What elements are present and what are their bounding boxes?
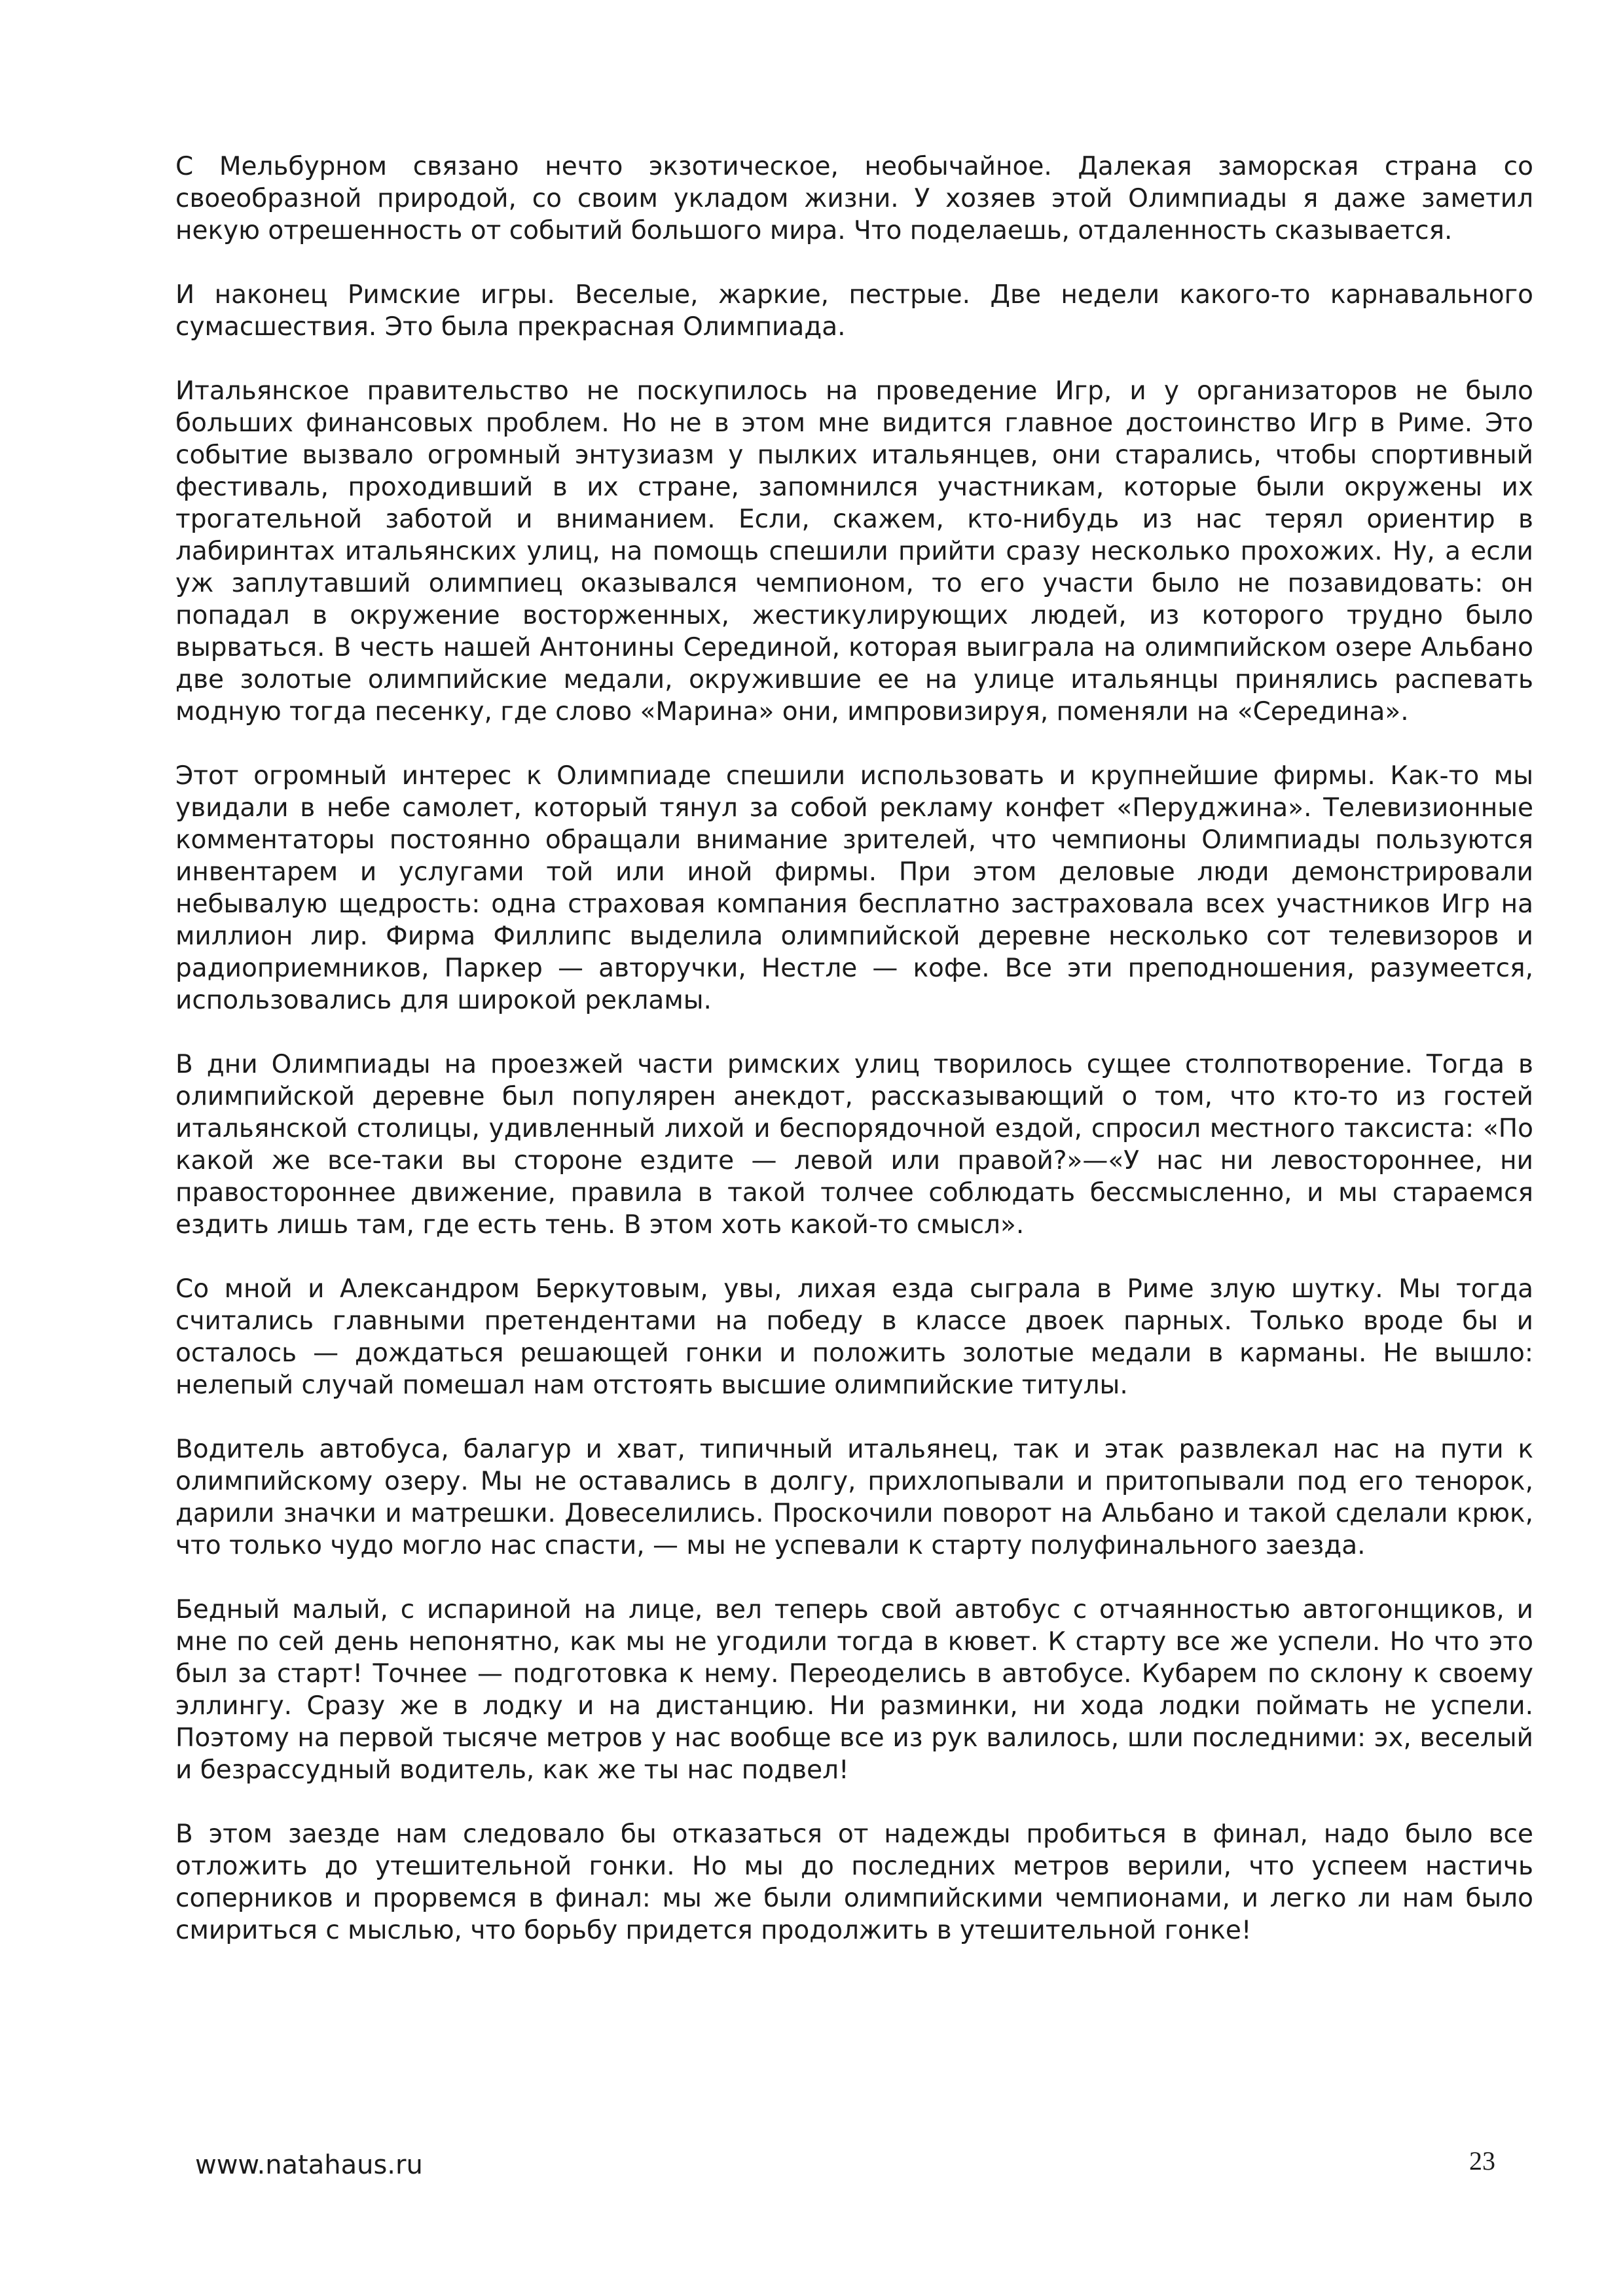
paragraph-advertising: Этот огромный интерес к Олимпиаде спешили использовать и крупнейшие фирмы. Как-то мы увидали в небе самолет, который тянул за собой рекламу конфет «Перуджина». Телевизионные комментаторы постоянно обращали внимание зрителей, что чемпионы Олимпиады пользуются инвентарем и услугами той или иной фирмы. При этом деловые люди демонстрировали небывалую щедрость: одна страховая компания бесплатно застраховала всех участников Игр на миллион лир. Фирма Филлипс выделила олимпийской деревне несколько сот телевизоров и радиоприемников, Паркер — авторучки, Нестле — кофе. Все эти преподношения, разумеется, использовались для широкой рекламы. — [175, 761, 1533, 1015]
paragraph-melbourne: С Мельбурном связано нечто экзотическое, необычайное. Далекая заморская страна со своеобразной природой, со своим укладом жизни. У хозяев этой Олимпиады я даже заметил некую отрешенность от событий большого мира. Что поделаешь, отдаленность сказывается. — [175, 152, 1533, 245]
paragraph-italian-government: Итальянское правительство не поскупилось на проведение Игр, и у организаторов не было больших финансовых проблем. Но не в этом мне видится главное достоинство Игр в Риме. Это событие вызвало огромный энтузиазм у пылких итальянцев, они старались, чтобы спортивный фестиваль, проходивший в их стране, запомнился участникам, которые были окружены их трогательной заботой и вниманием. Если, скажем, кто-нибудь из нас терял ориентир в лабиринтах итальянских улиц, на помощь спешили прийти сразу несколько прохожих. Ну, а если уж заплутавший олимпиец оказывался чемпионом, то его участи было не позавидовать: он попадал в окружение восторженных, жестикулирующих людей, из которого трудно было вырваться. В честь нашей Антонины Серединой, которая выиграла на олимпийском озере Альбано две золотые олимпийские медали, окружившие ее на улице итальянцы принялись распевать модную тогда песенку, где слово «Марина» они, импровизируя, поменяли на «Середина». — [175, 376, 1533, 726]
article-body — [175, 151, 1533, 1979]
paragraph-bus-driver: Водитель автобуса, балагур и хват, типичный итальянец, так и этак развлекал нас на пути к олимпийскому озеру. Мы не оставались в долгу, прихлопывали и притопывали под его тенорок, дарили значки и матрешки. Довеселились. Проскочили поворот на Альбано и такой сделали крюк, что только чудо могло нас спасти, — мы не успевали к старту полуфинального заезда. — [175, 1435, 1533, 1560]
paragraph-berkutov: Со мной и Александром Беркутовым, увы, лихая езда сыграла в Риме злую шутку. Мы тогда считались главными претендентами на победу в классе двоек парных. Только вроде бы и осталось — дождаться решающей гонки и положить золотые медали в карманы. Не вышло: нелепый случай помешал нам отстоять высшие олимпийские титулы. — [175, 1274, 1533, 1400]
paragraph-start-preparation: Бедный малый, с испариной на лице, вел теперь свой автобус с отчаянностью автогонщиков, и мне по сей день непонятно, как мы не угодили тогда в кювет. К старту все же успели. Но что это был за старт! Точнее — подготовка к нему. Переоделись в автобусе. Кубарем по склону к своему эллингу. Сразу же в лодку и на дистанцию. Ни разминки, ни хода лодки поймать не успели. Поэтому на первой тысяче метров у нас вообще все из рук валилось, шли последними: эх, веселый и безрассудный водитель, как же ты нас подвел! — [175, 1595, 1533, 1785]
footer-website-url: www.natahaus.ru — [195, 2150, 423, 2180]
page-number: 23 — [1469, 2146, 1495, 2176]
paragraph-semifinal: В этом заезде нам следовало бы отказаться от надежды пробиться в финал, надо было все отложить до утешительной гонки. Но мы до последних метров верили, что успеем настичь соперников и прорвемся в финал: мы же были олимпийскими чемпионами, и легко ли нам было смириться с мыслью, что борьбу придется продолжить в утешительной гонке! — [175, 1820, 1533, 1945]
paragraph-rome-games: И наконец Римские игры. Веселые, жаркие, пестрые. Две недели какого-то карнавального сумасшествия. Это была прекрасная Олимпиада. — [175, 280, 1533, 342]
paragraph-traffic-anecdote: В дни Олимпиады на проезжей части римских улиц творилось сущее столпотворение. Тогда в олимпийской деревне был популярен анекдот, рассказывающий о том, что кто-то из гостей итальянской столицы, удивленный лихой и беспорядочной ездой, спросил местного таксиста: «По какой же все-таки вы стороне ездите — левой или правой?»—«У нас ни левостороннее, ни правостороннее движение, правила в такой толчее соблюдать бессмысленно, и мы стараемся ездить лишь там, где есть тень. В этом хоть какой-то смысл». — [175, 1050, 1533, 1240]
